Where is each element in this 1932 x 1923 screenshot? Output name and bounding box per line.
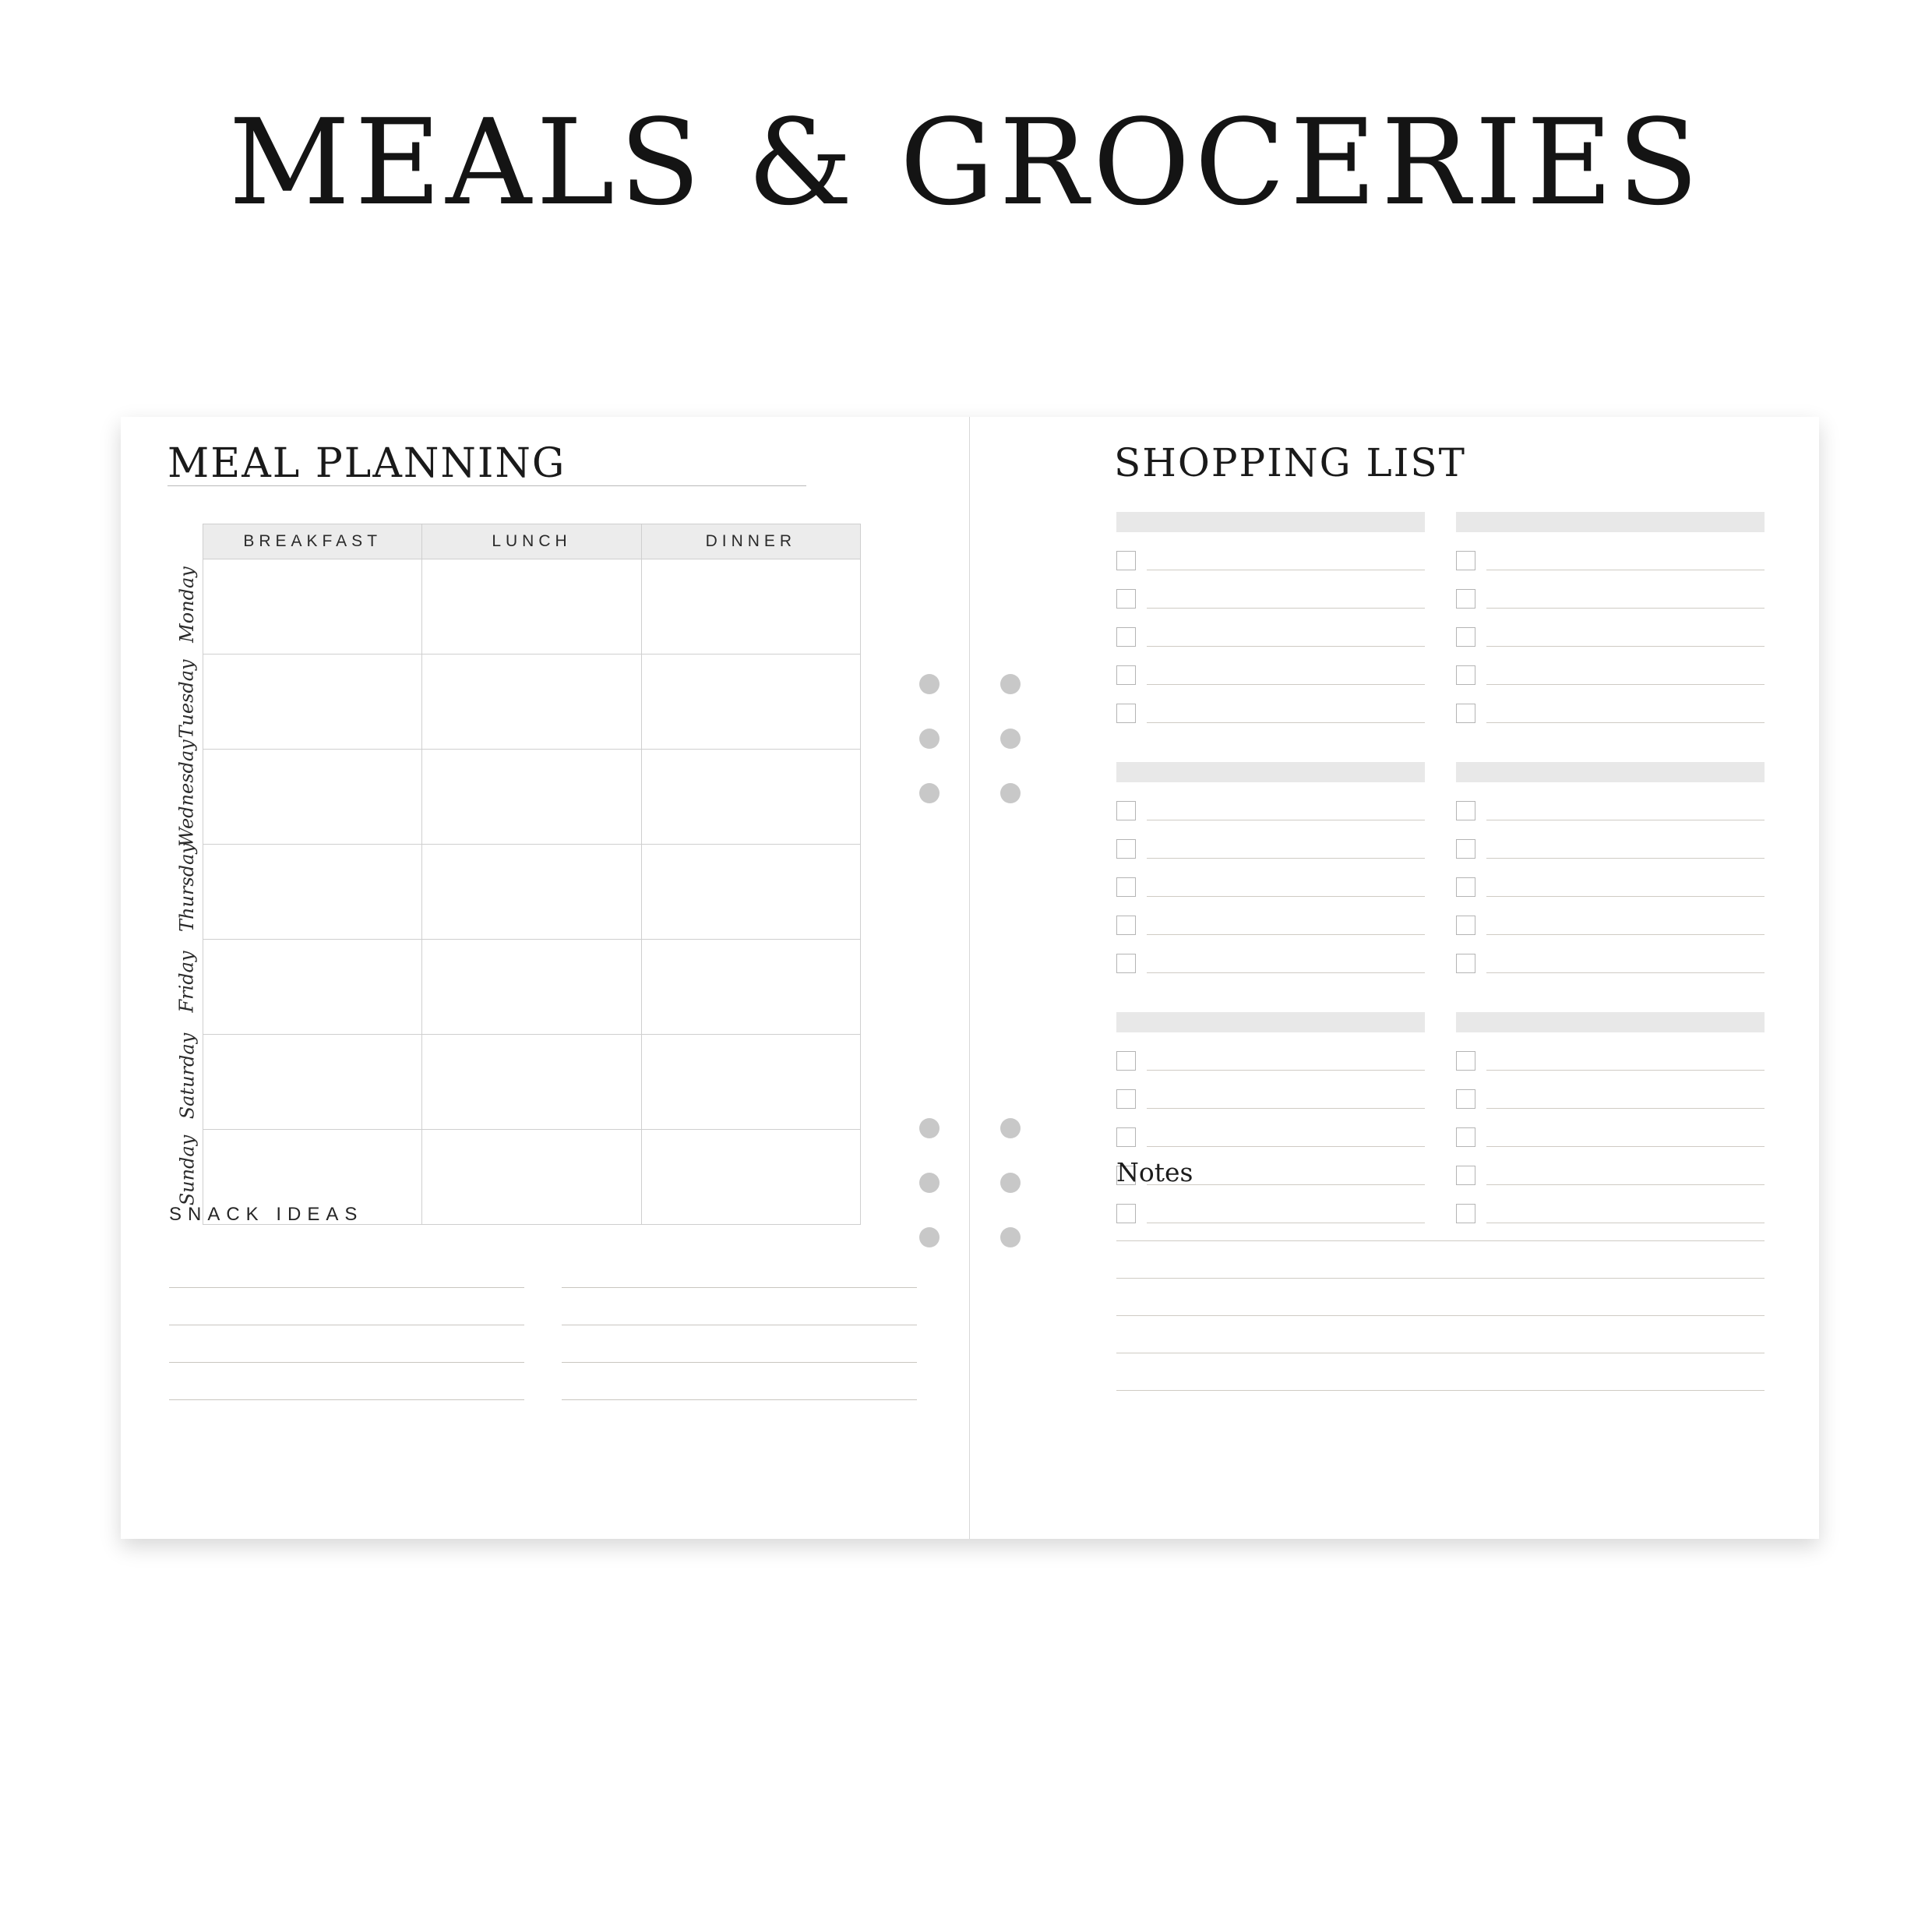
shopping-list-item-line[interactable] [1147, 704, 1425, 723]
snack-ideas-column-right [562, 1251, 917, 1400]
day-label-thursday [171, 840, 203, 934]
shopping-list-item-line[interactable] [1147, 666, 1425, 685]
shopping-list-item [1456, 618, 1765, 656]
meal-cell[interactable] [641, 559, 860, 655]
meal-cell[interactable] [203, 845, 422, 940]
checkbox[interactable] [1456, 589, 1475, 609]
binder-ring [919, 1227, 940, 1247]
column-header-breakfast: BREAKFAST [203, 524, 422, 559]
shopping-list-item [1456, 580, 1765, 618]
meal-table-row [203, 750, 861, 845]
shopping-list-block [1116, 1012, 1425, 1233]
checkbox[interactable] [1456, 916, 1475, 935]
binder-ring [919, 783, 940, 803]
meal-cell[interactable] [203, 1035, 422, 1130]
shopping-list-item-line[interactable] [1486, 704, 1765, 723]
meal-cell[interactable] [203, 940, 422, 1035]
shopping-list-item [1456, 830, 1765, 868]
meal-table-header-row [203, 524, 861, 559]
checkbox[interactable] [1456, 665, 1475, 685]
shopping-list-item-line[interactable] [1147, 916, 1425, 935]
shopping-list-item-line[interactable] [1486, 802, 1765, 820]
note-line[interactable] [1116, 1316, 1765, 1353]
snack-idea-line[interactable] [562, 1251, 917, 1288]
shopping-list-item-line[interactable] [1147, 590, 1425, 609]
meal-planning-title-rule [167, 485, 806, 486]
day-label-tuesday [171, 651, 203, 746]
column-header-lunch: LUNCH [422, 524, 641, 559]
shopping-list-item-line[interactable] [1486, 1128, 1765, 1147]
meal-cell[interactable] [422, 1035, 641, 1130]
shopping-list-item [1456, 906, 1765, 944]
shopping-list-block-header[interactable] [1456, 1012, 1765, 1032]
day-label-saturday [171, 1029, 203, 1123]
shopping-list-block-header[interactable] [1456, 512, 1765, 532]
checkbox[interactable] [1456, 1127, 1475, 1147]
checkbox[interactable] [1116, 839, 1136, 859]
shopping-list-block [1456, 512, 1765, 732]
meal-table-row [203, 559, 861, 655]
note-line[interactable] [1116, 1241, 1765, 1279]
meal-cell[interactable] [641, 1130, 860, 1225]
column-header-dinner: DINNER [641, 524, 860, 559]
shopping-list-block [1456, 1012, 1765, 1233]
checkbox[interactable] [1116, 704, 1136, 723]
snack-idea-line[interactable] [562, 1288, 917, 1325]
checkbox[interactable] [1116, 877, 1136, 897]
shopping-list-item [1456, 1042, 1765, 1080]
shopping-list-item-line[interactable] [1147, 878, 1425, 897]
shopping-list-item [1116, 1042, 1425, 1080]
shopping-list-item-line[interactable] [1147, 1128, 1425, 1147]
checkbox[interactable] [1116, 1089, 1136, 1109]
meal-cell[interactable] [422, 845, 641, 940]
shopping-list-block [1116, 512, 1425, 732]
shopping-list-row [1116, 762, 1765, 983]
meal-table-row [203, 655, 861, 750]
meal-cell[interactable] [641, 655, 860, 750]
checkbox[interactable] [1456, 551, 1475, 570]
shopping-list-item-line[interactable] [1486, 1166, 1765, 1185]
shopping-list-item-line[interactable] [1147, 1090, 1425, 1109]
meal-cell[interactable] [641, 750, 860, 845]
snack-idea-line[interactable] [169, 1325, 524, 1363]
meal-cell[interactable] [641, 845, 860, 940]
snack-ideas-lines [169, 1251, 917, 1400]
meal-cell[interactable] [203, 750, 422, 845]
checkbox[interactable] [1116, 627, 1136, 647]
checkbox[interactable] [1456, 1089, 1475, 1109]
shopping-list-item [1116, 656, 1425, 694]
shopping-list-item-line[interactable] [1147, 552, 1425, 570]
day-label-text: Wednesday [176, 739, 199, 847]
checkbox[interactable] [1456, 954, 1475, 973]
notes-heading: Notes [1116, 1157, 1193, 1187]
binder-ring [919, 674, 940, 694]
shopping-list-item-line[interactable] [1147, 628, 1425, 647]
day-label-wednesday [171, 739, 203, 847]
shopping-list-item [1456, 944, 1765, 983]
binder-ring [919, 1118, 940, 1138]
shopping-list-item [1116, 694, 1425, 732]
day-label-sunday [171, 1123, 203, 1217]
notes-lines [1116, 1204, 1765, 1391]
shopping-list-item [1116, 618, 1425, 656]
snack-ideas-column-left [169, 1251, 524, 1400]
shopping-list-item [1456, 1156, 1765, 1194]
meal-planning-heading: MEAL PLANNING [167, 440, 566, 487]
checkbox[interactable] [1116, 551, 1136, 570]
shopping-list-heading: SHOPPING LIST [1114, 440, 1467, 485]
shopping-list-item-line[interactable] [1486, 840, 1765, 859]
shopping-list-item-line[interactable] [1486, 916, 1765, 935]
shopping-list-block-header[interactable] [1116, 1012, 1425, 1032]
checkbox[interactable] [1116, 589, 1136, 609]
meal-cell[interactable] [422, 750, 641, 845]
meal-table-row [203, 1035, 861, 1130]
snack-idea-line[interactable] [169, 1251, 524, 1288]
shopping-list-item-line[interactable] [1486, 1090, 1765, 1109]
meal-cell[interactable] [422, 940, 641, 1035]
checkbox[interactable] [1456, 1051, 1475, 1071]
day-label-text: Saturday [176, 1032, 198, 1119]
planner-spread [121, 417, 1819, 1539]
meal-planning-table [203, 524, 861, 1225]
shopping-list-item [1456, 656, 1765, 694]
day-label-monday [171, 557, 203, 651]
shopping-list-page [970, 417, 1819, 1539]
shopping-list-item-line[interactable] [1486, 1052, 1765, 1071]
checkbox[interactable] [1116, 801, 1136, 820]
shopping-list-block-header[interactable] [1116, 762, 1425, 782]
meal-table-body [203, 559, 861, 1225]
shopping-list-item [1456, 542, 1765, 580]
binder-ring [919, 729, 940, 749]
shopping-list-row [1116, 1012, 1765, 1233]
checkbox[interactable] [1456, 839, 1475, 859]
shopping-list-item [1116, 542, 1425, 580]
meal-table-row [203, 940, 861, 1035]
snack-idea-line[interactable] [562, 1363, 917, 1400]
shopping-list-item [1116, 868, 1425, 906]
shopping-list-item-line[interactable] [1486, 590, 1765, 609]
checkbox[interactable] [1116, 1051, 1136, 1071]
checkbox[interactable] [1116, 665, 1136, 685]
checkbox[interactable] [1116, 954, 1136, 973]
meal-cell[interactable] [422, 1130, 641, 1225]
meal-cell[interactable] [203, 655, 422, 750]
shopping-list-item-line[interactable] [1486, 628, 1765, 647]
shopping-list-item-line[interactable] [1486, 666, 1765, 685]
shopping-list-item-line[interactable] [1147, 840, 1425, 859]
shopping-list-item-line[interactable] [1486, 552, 1765, 570]
note-line[interactable] [1116, 1204, 1765, 1241]
shopping-list-item-line[interactable] [1147, 802, 1425, 820]
day-label-column [171, 557, 203, 1217]
shopping-list-block [1456, 762, 1765, 983]
checkbox[interactable] [1456, 704, 1475, 723]
shopping-list-item [1456, 792, 1765, 830]
checkbox[interactable] [1456, 1166, 1475, 1185]
day-label-text: Tuesday [176, 658, 198, 739]
shopping-list-item-line[interactable] [1486, 954, 1765, 973]
shopping-list-item [1456, 1080, 1765, 1118]
note-line[interactable] [1116, 1353, 1765, 1391]
snack-idea-line[interactable] [169, 1363, 524, 1400]
meal-cell[interactable] [203, 559, 422, 655]
shopping-list-item [1116, 1118, 1425, 1156]
snack-idea-line[interactable] [169, 1288, 524, 1325]
shopping-list-item [1116, 580, 1425, 618]
day-label-text: Sunday [176, 1134, 198, 1205]
checkbox[interactable] [1116, 1127, 1136, 1147]
shopping-list-item [1116, 792, 1425, 830]
shopping-list-item-line[interactable] [1147, 954, 1425, 973]
shopping-list-item [1456, 1118, 1765, 1156]
shopping-list-item-line[interactable] [1486, 878, 1765, 897]
day-label-text: Thursday [176, 842, 199, 932]
day-label-friday [171, 934, 203, 1029]
meal-cell[interactable] [641, 1035, 860, 1130]
shopping-list-item-line[interactable] [1147, 1052, 1425, 1071]
snack-ideas-heading: SNACK IDEAS [169, 1204, 364, 1225]
shopping-list-item [1116, 1080, 1425, 1118]
checkbox[interactable] [1456, 801, 1475, 820]
meal-cell[interactable] [641, 940, 860, 1035]
checkbox[interactable] [1456, 877, 1475, 897]
shopping-list-block-header[interactable] [1456, 762, 1765, 782]
shopping-list-row [1116, 512, 1765, 732]
meal-cell[interactable] [422, 655, 641, 750]
shopping-list-item [1116, 944, 1425, 983]
meal-cell[interactable] [422, 559, 641, 655]
shopping-list-item [1116, 906, 1425, 944]
meal-planning-page [121, 417, 970, 1539]
binder-ring [919, 1173, 940, 1193]
shopping-list-block-header[interactable] [1116, 512, 1425, 532]
day-label-text: Friday [176, 950, 198, 1013]
shopping-list-item [1456, 694, 1765, 732]
checkbox[interactable] [1456, 627, 1475, 647]
snack-idea-line[interactable] [562, 1325, 917, 1363]
day-label-text: Monday [176, 566, 198, 643]
shopping-list-item [1456, 868, 1765, 906]
shopping-list-block [1116, 762, 1425, 983]
shopping-list-item [1116, 830, 1425, 868]
note-line[interactable] [1116, 1279, 1765, 1316]
page-title: MEALS & GROCERIES [228, 94, 1704, 231]
meal-table-row [203, 845, 861, 940]
checkbox[interactable] [1116, 916, 1136, 935]
shopping-list-grid [1116, 512, 1765, 1262]
